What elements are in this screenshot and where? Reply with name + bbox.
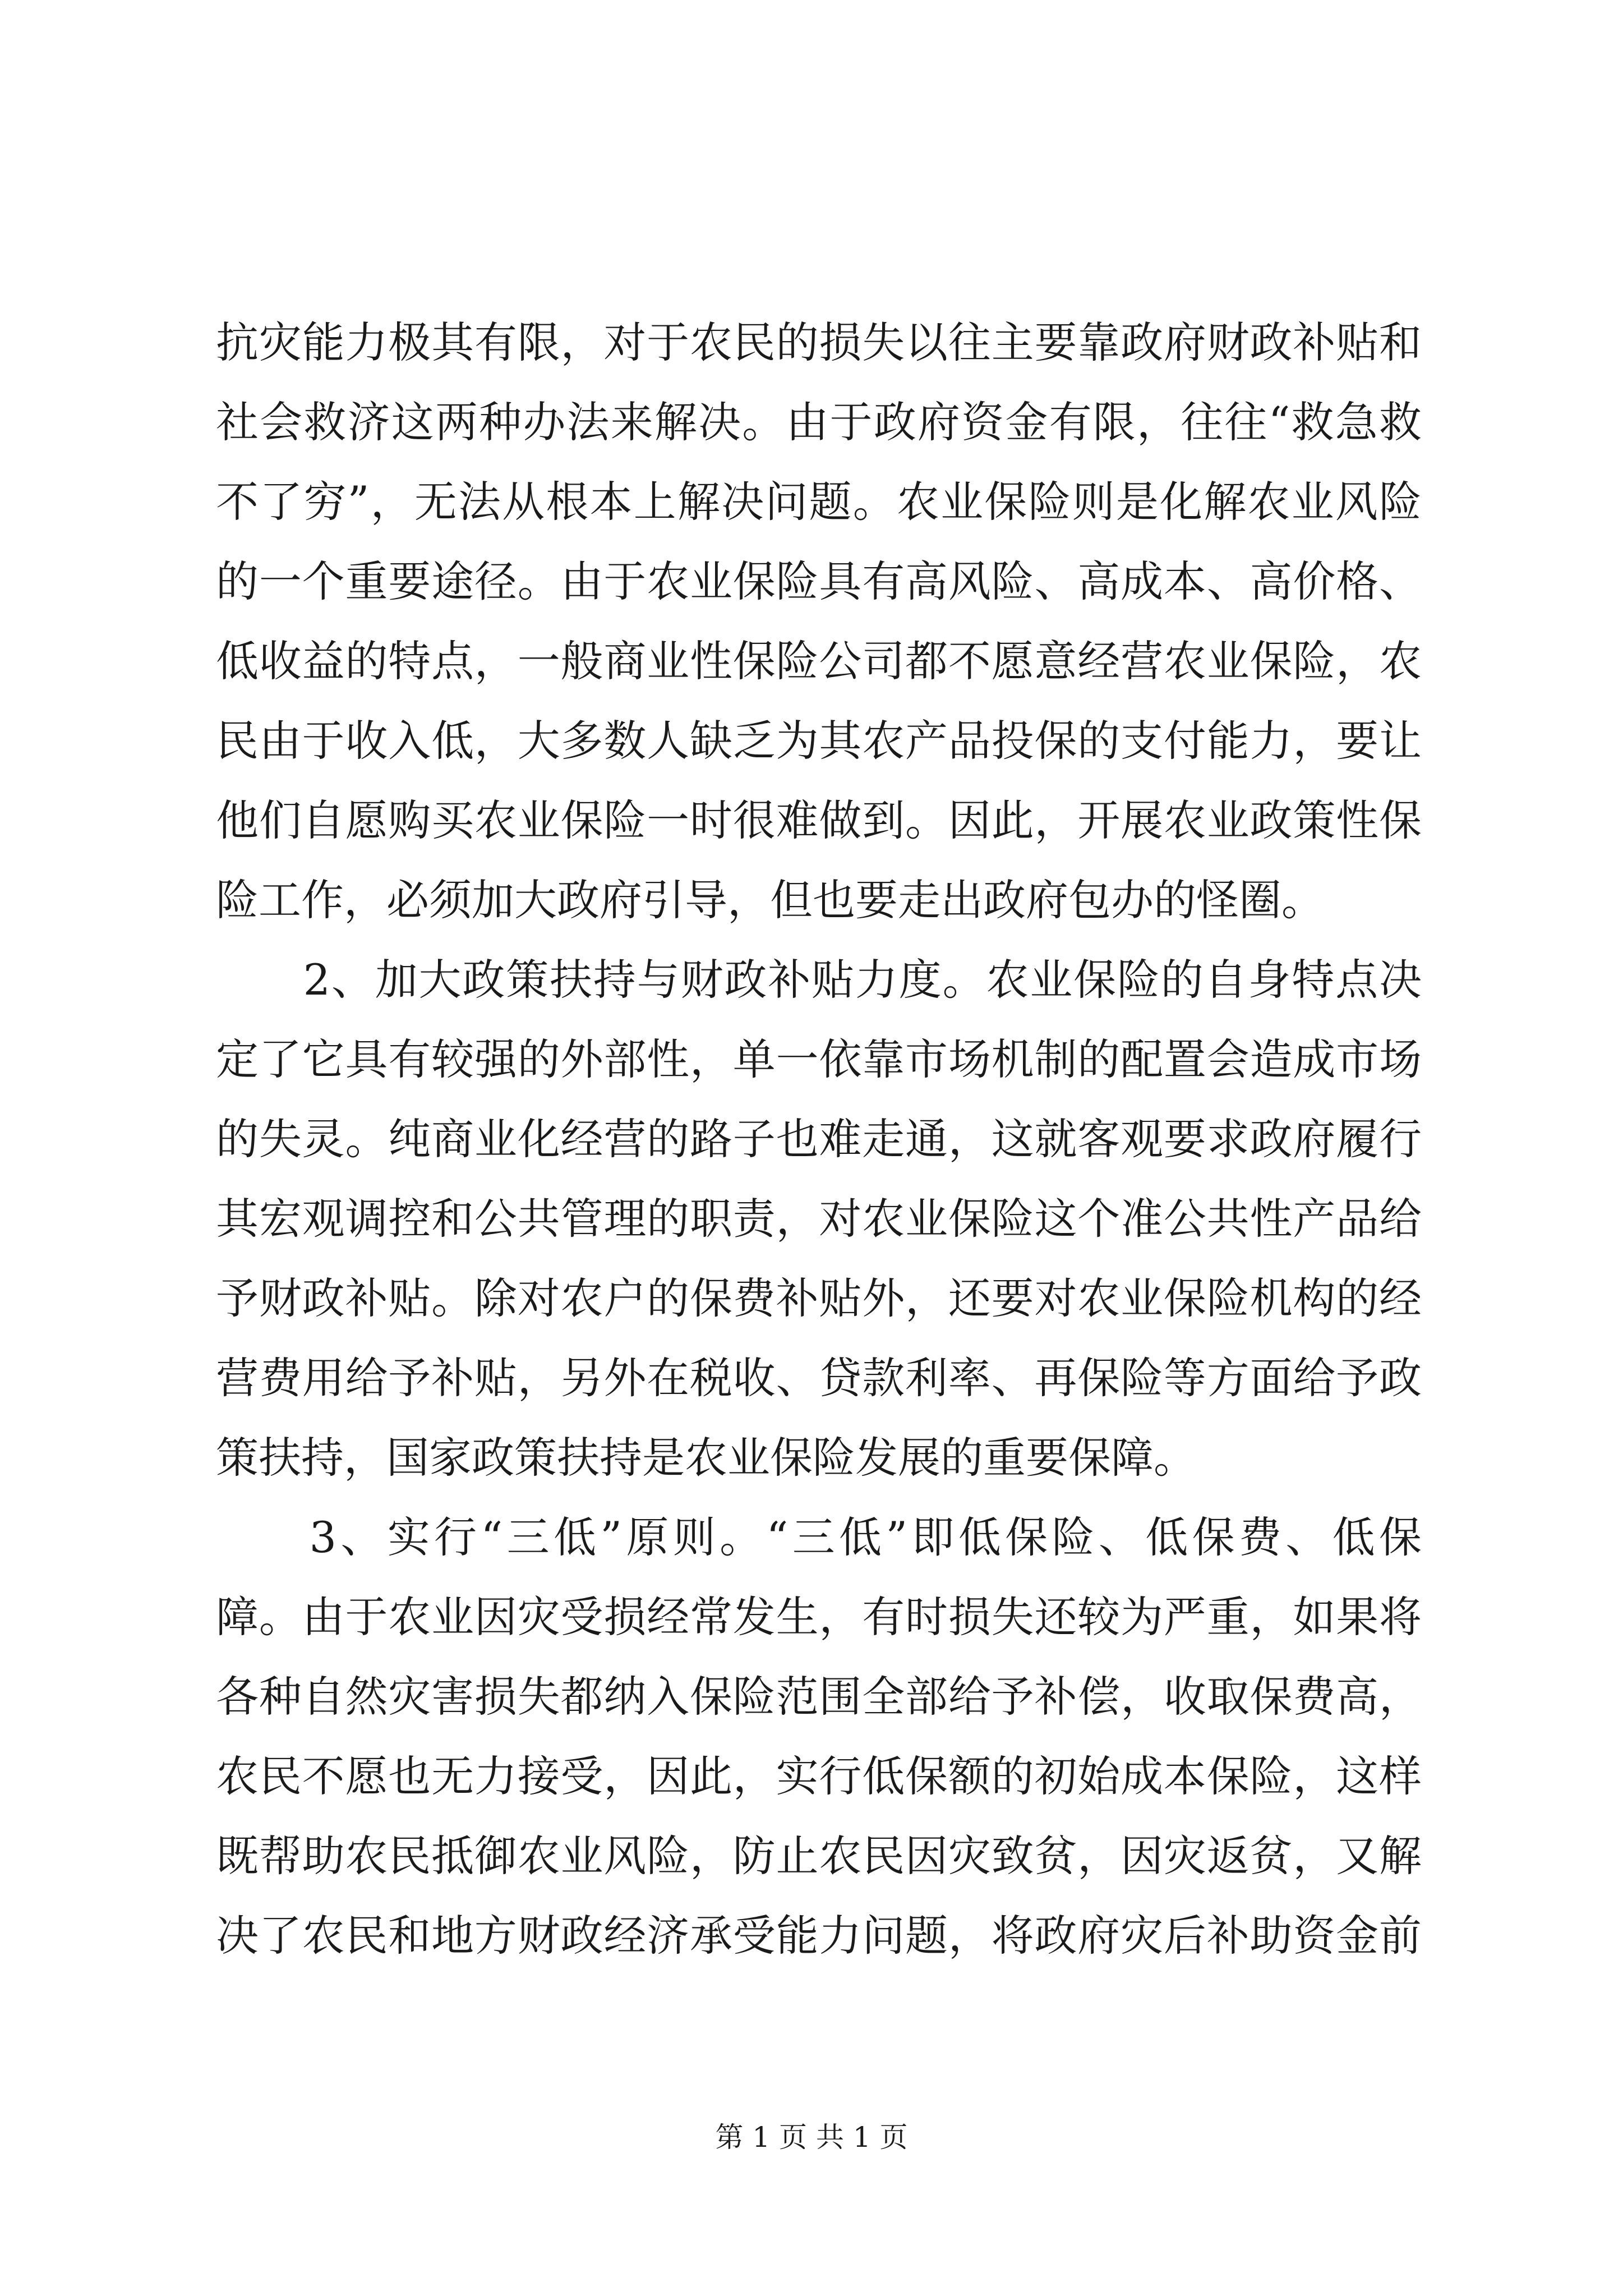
text-line: 决了农民和地方财政经济承受能力问题，将政府灾后补助资金前 bbox=[216, 1911, 1422, 1961]
text-line: 障。由于农业因灾受损经常发生，有时损失还较为严重，如果将 bbox=[216, 1592, 1422, 1642]
text-line: 他们自愿购买农业保险一时很难做到。因此，开展农业政策性保 bbox=[216, 795, 1422, 845]
text-line: 社会救济这两种办法来解决。由于政府资金有限，往往“救急救 bbox=[216, 397, 1422, 447]
text-line: 既帮助农民抵御农业风险，防止农民因灾致贫，因灾返贫，又解 bbox=[216, 1831, 1422, 1881]
text-line: 的一个重要途径。由于农业保险具有高风险、高成本、高价格、 bbox=[216, 556, 1422, 606]
text-line: 农民不愿也无力接受，因此，实行低保额的初始成本保险，这样 bbox=[216, 1751, 1422, 1801]
text-line: 不了穷”，无法从根本上解决问题。农业保险则是化解农业风险 bbox=[216, 477, 1422, 527]
body-text bbox=[216, 303, 1422, 1976]
text-line: 各种自然灾害损失都纳入保险范围全部给予补偿，收取保费高， bbox=[216, 1672, 1422, 1722]
text-line: 民由于收入低，大多数人缺乏为其农产品投保的支付能力，要让 bbox=[216, 716, 1422, 766]
text-line: 营费用给予补贴，另外在税收、贷款利率、再保险等方面给予政 bbox=[216, 1353, 1422, 1403]
text-line: 低收益的特点，一般商业性保险公司都不愿意经营农业保险，农 bbox=[216, 636, 1422, 686]
text-line: 3、实行“三低”原则。“三低”即低保险、低保费、低保 bbox=[216, 1512, 1422, 1562]
text-line: 定了它具有较强的外部性，单一依靠市场机制的配置会造成市场 bbox=[216, 1034, 1422, 1084]
text-line: 险工作，必须加大政府引导，但也要走出政府包办的怪圈。 bbox=[216, 875, 1324, 925]
text-line: 2、加大政策扶持与财政补贴力度。农业保险的自身特点决 bbox=[216, 955, 1422, 1005]
text-line: 抗灾能力极其有限，对于农民的损失以往主要靠政府财政补贴和 bbox=[216, 318, 1422, 367]
page-number-footer: 第 1 页 共 1 页 bbox=[715, 2121, 908, 2154]
text-line: 予财政补贴。除对农户的保费补贴外，还要对农业保险机构的经 bbox=[216, 1273, 1422, 1323]
text-line: 的失灵。纯商业化经营的路子也难走通，这就客观要求政府履行 bbox=[216, 1114, 1422, 1164]
text-line: 其宏观调控和公共管理的职责，对农业保险这个准公共性产品给 bbox=[216, 1194, 1422, 1244]
text-line: 策扶持，国家政策扶持是农业保险发展的重要保障。 bbox=[216, 1433, 1196, 1483]
